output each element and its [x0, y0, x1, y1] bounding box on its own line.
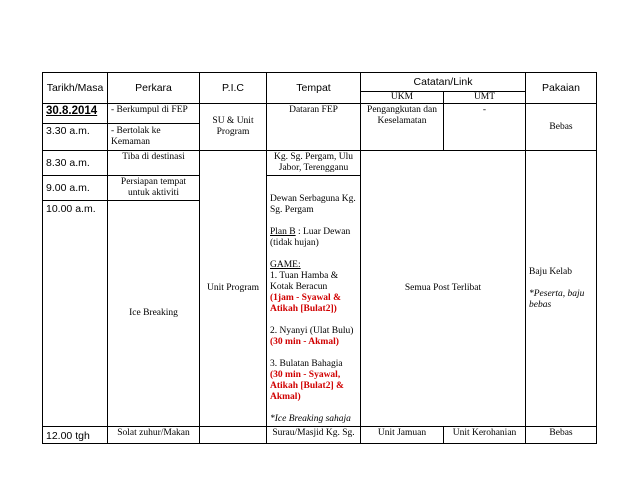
pic-cell: Unit Program — [200, 151, 267, 427]
perkara-item: - Berkumpul di FEP — [108, 104, 199, 124]
game-pic: (30 min - Syawal, Atikah [Bulat2] & Akmal) — [270, 370, 344, 402]
header-ukm: UKM — [361, 92, 444, 104]
date-time-cell — [43, 104, 108, 151]
header-row — [43, 73, 597, 92]
ukm-cell: Unit Jamuan — [361, 427, 444, 444]
schedule-table — [42, 72, 597, 444]
pakaian-cell: Bebas — [526, 427, 597, 444]
header-perkara: Perkara — [108, 73, 200, 104]
header-tarikh-masa: Tarikh/Masa — [43, 73, 108, 104]
header-catatan-link: Catatan/Link — [361, 73, 526, 92]
catatan-cell: Semua Post Terlibat — [361, 151, 526, 427]
header-pakaian: Pakaian — [526, 73, 597, 104]
game-item: 2. Nyanyi (Ulat Bulu) — [270, 326, 354, 336]
perkara-cell: Ice Breaking — [108, 201, 200, 427]
perkara-item: - Bertolak ke Kemaman — [111, 126, 161, 147]
header-tempat: Tempat — [267, 73, 361, 104]
perkara-cell: Solat zuhur/Makan — [108, 427, 200, 444]
pic-cell — [200, 427, 267, 444]
plan-b-label: Plan B — [270, 227, 296, 237]
tempat-cell: Dataran FEP — [267, 104, 361, 151]
perkara-cell — [108, 104, 200, 151]
header-pic: P.I.C — [200, 73, 267, 104]
game-pic: (30 min - Akmal) — [270, 337, 339, 347]
pakaian-note: *Peserta, baju bebas — [529, 288, 585, 310]
table-row — [43, 104, 597, 151]
table-row — [43, 151, 597, 176]
game-label: GAME: — [270, 260, 301, 270]
pakaian-cell: Bebas — [526, 104, 597, 151]
time-label: 3.30 a.m. — [46, 125, 90, 137]
game-item: 3. Bulatan Bahagia — [270, 359, 343, 369]
tempat-main: Dewan Serbaguna Kg. Sg. Pergam — [270, 194, 356, 215]
game-item: 1. Tuan Hamba & Kotak Beracun — [270, 271, 339, 292]
pic-cell: SU & Unit Program — [200, 104, 267, 151]
game-pic: (1jam - Syawal & Atikah [Bulat2]) — [270, 293, 341, 314]
time-label: 9.00 a.m. — [43, 176, 108, 201]
ice-breaking-note: *Ice Breaking sahaja — [270, 414, 351, 424]
umt-cell: - — [444, 104, 526, 151]
umt-cell: Unit Kerohanian — [444, 427, 526, 444]
time-label: 8.30 a.m. — [43, 151, 108, 176]
time-label: 12.00 tgh — [43, 427, 108, 444]
perkara-cell: Tiba di destinasi — [108, 151, 200, 176]
ukm-cell: Pengangkutan dan Keselamatan — [361, 104, 444, 151]
perkara-cell: Persiapan tempat untuk aktiviti — [108, 176, 200, 201]
pakaian-label: Baju Kelab — [529, 266, 573, 277]
time-label: 10.00 a.m. — [43, 201, 108, 427]
date-label: 30.8.2014 — [46, 105, 98, 117]
plan-b-text: : Luar Dewan (tidak hujan) — [270, 227, 351, 248]
tempat-cell: Surau/Masjid Kg. Sg. — [267, 427, 361, 444]
plan-b-line — [270, 227, 357, 249]
pakaian-cell — [526, 151, 597, 427]
header-umt: UMT — [444, 92, 526, 104]
tempat-cell — [267, 176, 361, 427]
table-row — [43, 427, 597, 444]
tempat-cell: Kg. Sg. Pergam, Ulu Jabor, Terengganu — [267, 151, 361, 176]
